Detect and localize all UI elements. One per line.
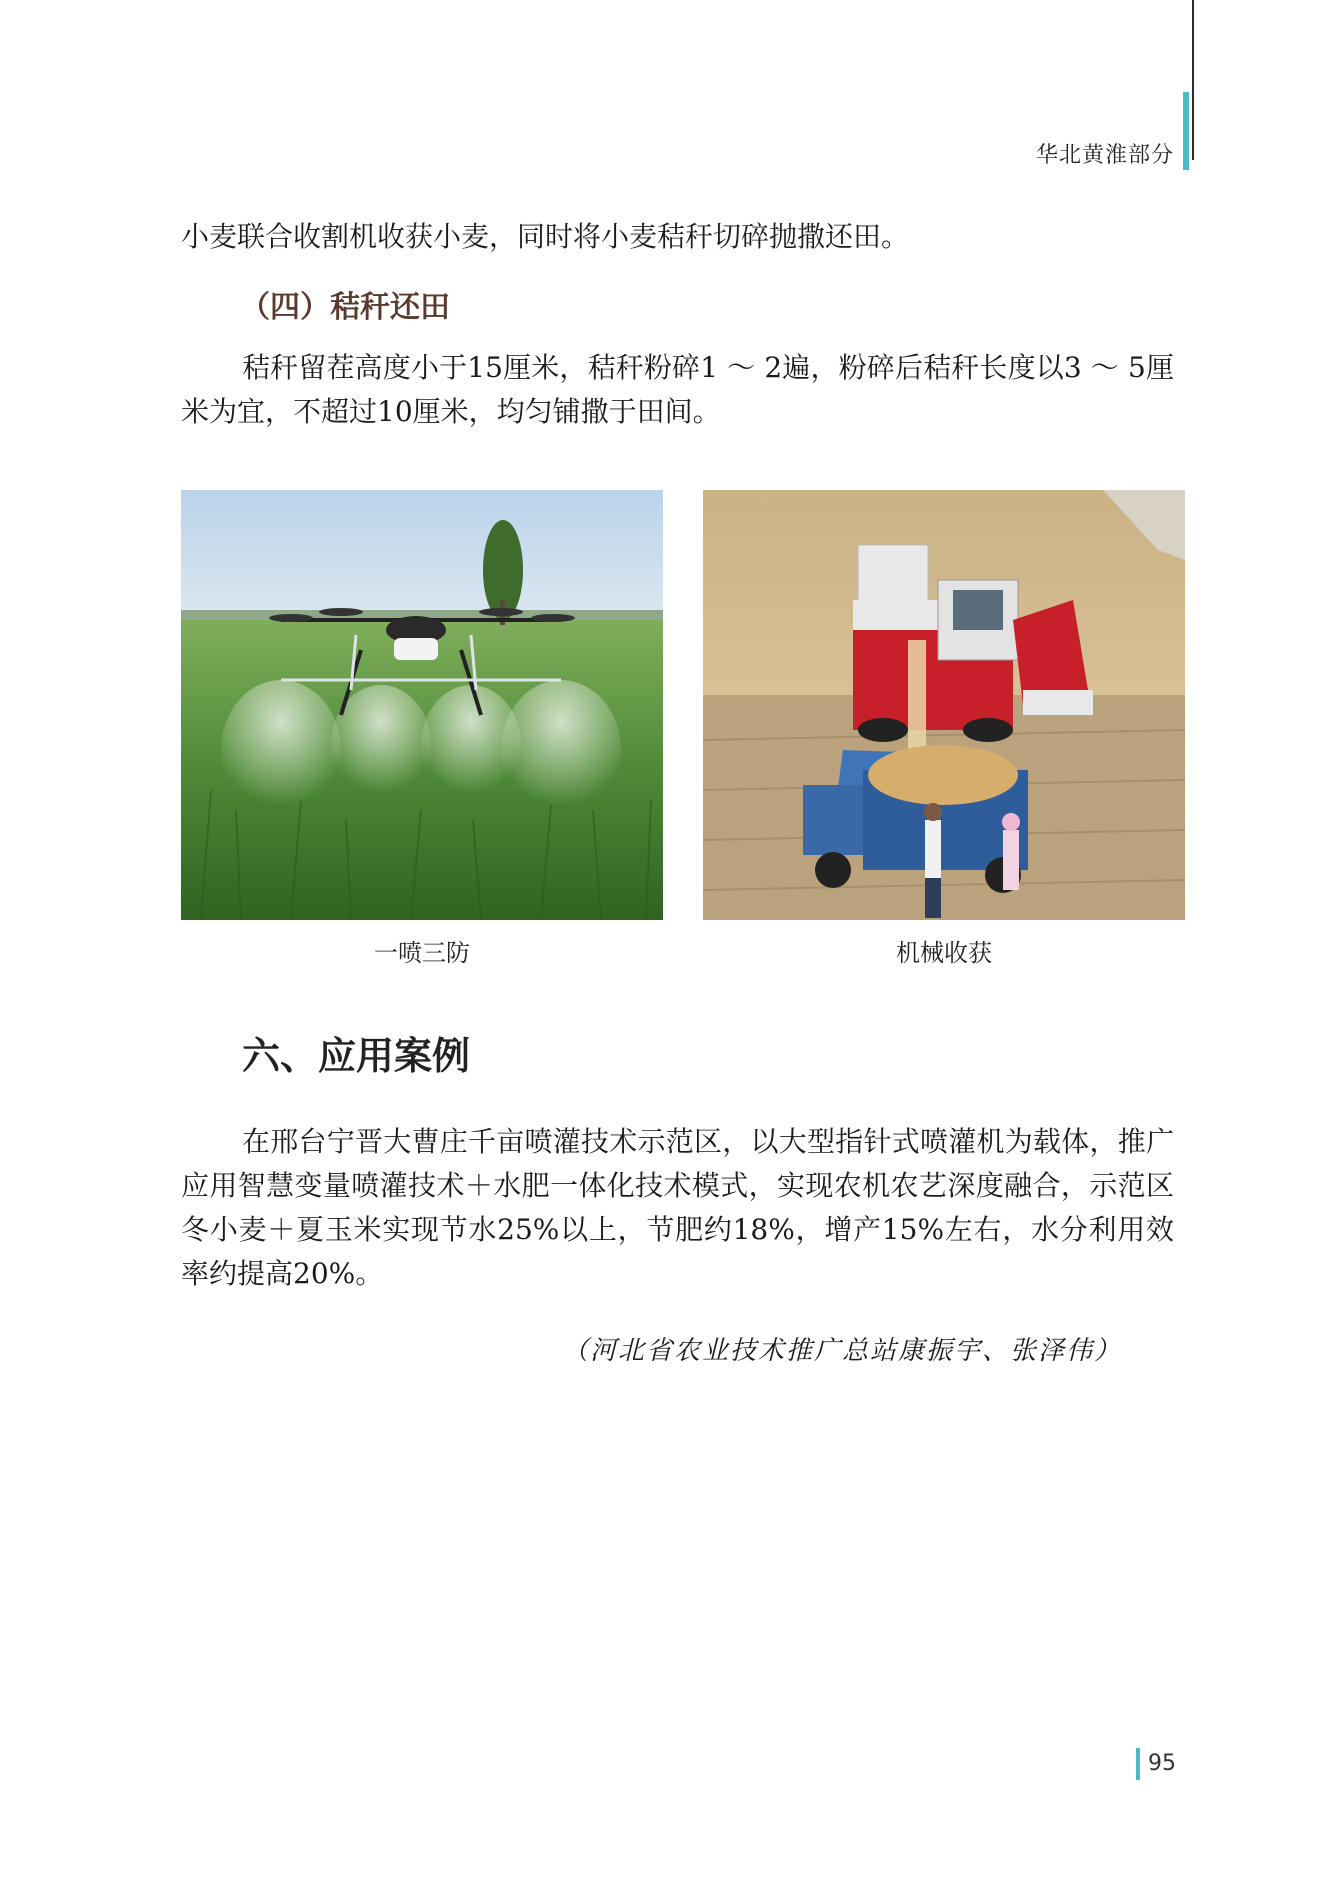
header-rule (1192, 0, 1194, 160)
caption-2: 机械收获 (896, 939, 992, 967)
caption-1: 一喷三防 (374, 939, 470, 967)
section-title: 六、应用案例 (242, 1034, 471, 1078)
paragraph-3: 在邢台宁晋大曹庄千亩喷灌技术示范区，以大型指针式喷灌机为载体，推广应用智慧变量喷灌技术＋水肥一体化技术模式，实现农机农艺深度融合，示范区冬小麦＋夏玉米实现节水25%以上，节肥约18%，增产15%左右，水分利用效率约提高20%。 (181, 1125, 1174, 1290)
drone-spraying-photo (181, 490, 663, 920)
subsection-heading: （四）秸秆还田 (240, 290, 450, 325)
paragraph-2: 秸秆留茬高度小于15厘米，秸秆粉碎1 ～ 2遍，粉碎后秸秆长度以3 ～ 5厘米为宜，不超过10厘米，均匀铺撒于田间。 (181, 351, 1174, 428)
running-head: 华北黄淮部分 (1035, 143, 1174, 168)
page-number-accent (1136, 1748, 1140, 1780)
paragraph-1: 小麦联合收割机收获小麦，同时将小麦秸秆切碎抛撒还田。 (181, 220, 910, 253)
page-number: 95 (1148, 1751, 1176, 1776)
author-credit: （河北省农业技术推广总站康振宇、张泽伟） (561, 1336, 1122, 1366)
harvester-photo (703, 490, 1185, 920)
header-accent-bar (1183, 92, 1189, 170)
